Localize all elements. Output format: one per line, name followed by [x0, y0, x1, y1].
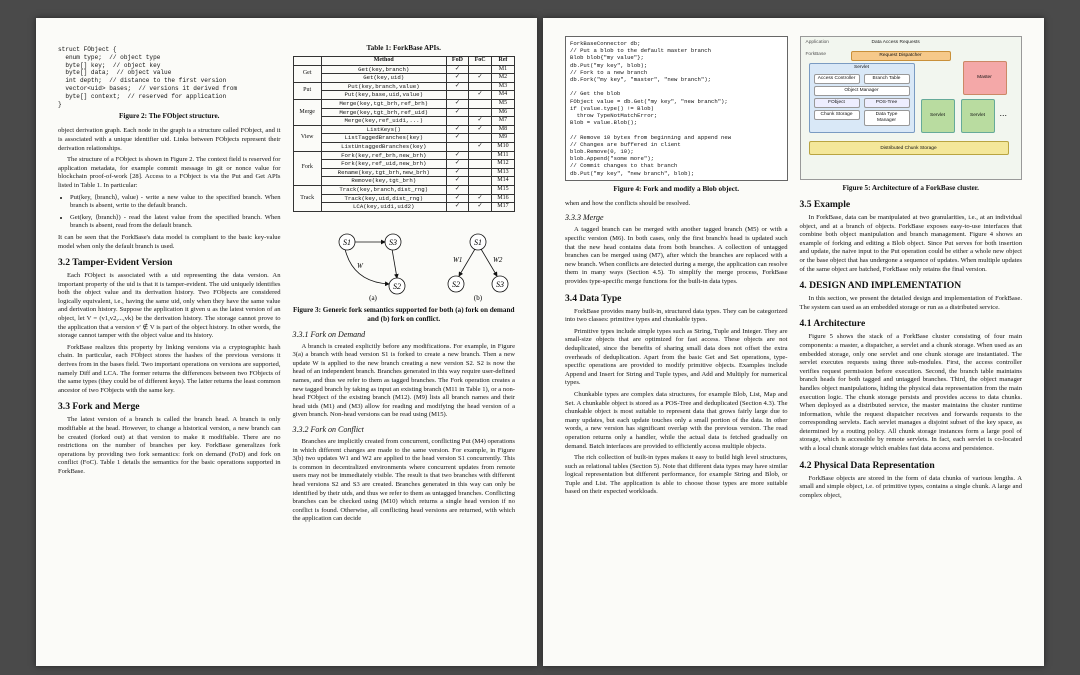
- bullet-get: • Get(key, ⟨branch⟩) - read the latest value from the specified branch. When branch is absent, read from the default branch.: [70, 214, 281, 231]
- method-cell: ListKeys(): [321, 125, 446, 134]
- servlet-box-3: Servlet: [961, 99, 995, 133]
- paragraph: In this section, we present the detailed design and implementation of ForkBase. The system can used as an embedded storage or run as a distributed service.: [799, 295, 1022, 311]
- section-heading: 3.4 Data Type: [565, 292, 622, 304]
- paragraph: when and how the conflicts should be resolved.: [565, 199, 691, 207]
- fobject-box: FObject: [814, 98, 860, 108]
- table-row: [293, 185, 515, 194]
- ref-cell: M13: [491, 168, 514, 177]
- ref-cell: M11: [491, 151, 514, 160]
- table-row: [293, 82, 515, 91]
- check-cell: ✓: [469, 142, 492, 151]
- figure5-caption: Figure 5: Architecture of a ForkBase cluster.: [842, 184, 979, 192]
- table-group-cell: Put: [293, 82, 321, 99]
- method-cell: Fork(key,ref_brh,new_brh): [321, 151, 446, 160]
- check-cell: ✓: [469, 194, 492, 203]
- section-heading: 3.5 Example: [799, 199, 851, 210]
- subfigure-label: (b): [473, 293, 482, 302]
- ellipsis: ...: [999, 108, 1008, 118]
- check-cell: ✓: [469, 125, 492, 134]
- method-cell: Merge(key,ref_uid1,...): [321, 117, 446, 126]
- paragraph: Figure 5 shows the stack of a ForkBase cluster consisting of four main components: a master, a dispatcher, a servlet and a chunk storage. When used as an embedded storage, only one servlet and one chunk storage are instantiated. The servlet executes requests using three sub-modules. First, the access controller verifies request permission before execution. Second, the branch table maintains branch heads for both tagged and untagged branches. Third, the object manager handles object manipulations, hiding the physical data representation from the main execution logic. The chunk storage persists and provides access to data chunks. When deployed as a distributed service, the master maintains the cluster runtime information, while the request dispatcher receives and forwards requests to the corresponding servlets. Each servlet manages a disjoint subset of the key space, as determined by a routing policy. All chunk storage instances form a large pool of storage, which is accessible by remote servlets. In fact, each servlet is co-located with a local chunk storage which enables fast data access and persistence.: [799, 333, 1022, 453]
- ref-cell: M10: [491, 142, 514, 151]
- subfigure-label: (a): [368, 293, 377, 302]
- left-page: [36, 18, 537, 666]
- method-cell: Get(key,uid): [321, 74, 446, 83]
- servlet-box: [809, 63, 915, 133]
- table1-caption: Table 1: ForkBase APIs.: [366, 44, 441, 52]
- method-cell: ListTaggedBranches(key): [321, 134, 446, 143]
- check-cell: [469, 168, 492, 177]
- section-heading: 3.2 Tamper-Evident Version: [58, 257, 173, 269]
- paragraph: In ForkBase, data can be manipulated at two granularities, i.e., at an individual object, and at a branch of objects. ForkBase exposes easy-to-use interfaces that combine both object manipulation and branch management. Figure 4 shows an example of forking and editing a Blob object. Since Put serves for both insertion and update, the naive input to the Put operation could be either a whole new object or the base object that has undergone a sequence of updates. When multiple updates of the same object are batched, ForkBase only retains the final version.: [799, 214, 1022, 273]
- left-column-1: [58, 36, 281, 656]
- ref-cell: M5: [491, 99, 514, 108]
- fig3a-graph: [339, 234, 405, 302]
- table-row: [293, 142, 515, 151]
- table-group-cell: Merge: [293, 99, 321, 125]
- figure3-diagram: [293, 222, 529, 302]
- section-heading: 4.1 Architecture: [799, 318, 866, 330]
- check-cell: ✓: [469, 117, 492, 126]
- check-cell: ✓: [446, 82, 469, 91]
- check-cell: ✓: [446, 99, 469, 108]
- ref-cell: M1: [491, 65, 514, 74]
- table-row: [293, 194, 515, 203]
- paragraph: It can be seen that the ForkBase's data model is compliant to the basic key-value model when only the default branch is used.: [58, 233, 281, 250]
- check-cell: ✓: [446, 151, 469, 160]
- node-label: S1: [342, 237, 351, 247]
- ref-cell: M2: [491, 74, 514, 83]
- table-group-cell: View: [293, 125, 321, 151]
- table-row: [293, 125, 515, 134]
- right-column-1: [565, 36, 788, 656]
- node-label: S2: [451, 279, 460, 289]
- access-controller-box: Access Controller: [814, 74, 860, 84]
- table-group-cell: Track: [293, 185, 321, 211]
- table-row: [293, 108, 515, 117]
- ref-cell: M3: [491, 82, 514, 91]
- edge-label: W1: [452, 255, 462, 264]
- table-row: [293, 151, 515, 160]
- table-row: [293, 168, 515, 177]
- branch-table-box: Branch Table: [864, 74, 910, 84]
- check-cell: [469, 99, 492, 108]
- ref-cell: M8: [491, 125, 514, 134]
- table-row: [293, 65, 515, 74]
- check-cell: ✓: [446, 160, 469, 169]
- figure3-caption: Figure 3: Generic fork semantics supported for both (a) fork on demand and (b) fork on conflict.: [292, 305, 515, 323]
- right-page: [543, 18, 1044, 666]
- object-manager-box: Object Manager: [814, 86, 910, 96]
- ref-cell: M7: [491, 117, 514, 126]
- data-access-label: Data Access Requests: [871, 40, 920, 45]
- check-cell: [446, 142, 469, 151]
- table-header: FoD: [446, 57, 469, 66]
- check-cell: ✓: [446, 203, 469, 212]
- api-table-body: [293, 65, 515, 211]
- method-cell: Rename(key,tgt_brh,new_brh): [321, 168, 446, 177]
- section-heading: 4.2 Physical Data Representation: [799, 459, 935, 471]
- section-heading: 3.3 Fork and Merge: [58, 401, 140, 413]
- table-header: Method: [321, 57, 446, 66]
- section-heading: 4. DESIGN AND IMPLEMENTATION: [799, 280, 962, 292]
- node-label: S3: [495, 279, 504, 289]
- servlet-box-2: Servlet: [921, 99, 955, 133]
- paragraph: The structure of a FObject is shown in Figure 2. The context field is reserved for application metadata, for example commit message in git or nonce value for blockchain proof-of-work [28]. Access to a FObject is via the Put and Get APIs listed in Table 1. In particular:: [58, 156, 281, 189]
- method-cell: Merge(key,tgt_brh,ref_brh): [321, 99, 446, 108]
- paragraph: ForkBase provides many built-in, structured data types. They can be categorized into two classes: primitive types and chunkable types.: [565, 307, 788, 324]
- right-column-2: [800, 36, 1023, 656]
- check-cell: ✓: [469, 91, 492, 100]
- method-cell: Merge(key,tgt_brh,ref_uid): [321, 108, 446, 117]
- check-cell: [469, 108, 492, 117]
- figure2-caption: Figure 2: The FObject structure.: [119, 112, 220, 121]
- method-cell: Put(key,branch,value): [321, 82, 446, 91]
- table-row: [293, 99, 515, 108]
- method-cell: Get(key,branch): [321, 65, 446, 74]
- subsection-heading: 3.3.2 Fork on Conflict: [292, 425, 364, 435]
- node-label: S3: [388, 237, 397, 247]
- postree-box: POS-Tree: [864, 98, 910, 108]
- method-cell: Put(key,base,uid,value): [321, 91, 446, 100]
- table-row: [293, 203, 515, 212]
- table-header: [293, 57, 321, 66]
- ref-cell: M16: [491, 194, 514, 203]
- paragraph: ForkBase realizes this property by linking versions via a cryptographic hash chain. In particular, each FObject stores the hashes of the previous versions it derives from in the bases field. Two important operations on versions are supported, namely Diff and LCA. The former returns the differences between two FObjects of the same types (they could be of different keys). The latter returns the least common ancestor of two FObjects with the same key.: [58, 343, 281, 394]
- check-cell: ✓: [446, 108, 469, 117]
- table-row: [293, 91, 515, 100]
- check-cell: ✓: [446, 177, 469, 186]
- ref-cell: M15: [491, 185, 514, 194]
- check-cell: [469, 177, 492, 186]
- master-box: Master: [963, 61, 1007, 95]
- ref-cell: M12: [491, 160, 514, 169]
- check-cell: [469, 65, 492, 74]
- check-cell: ✓: [469, 74, 492, 83]
- api-bullet-list: [58, 194, 281, 231]
- ref-cell: M6: [491, 108, 514, 117]
- edge-label: W: [356, 261, 363, 270]
- method-cell: LCA(key,uid1,uid2): [321, 203, 446, 212]
- check-cell: ✓: [469, 203, 492, 212]
- check-cell: [469, 151, 492, 160]
- method-cell: Track(key,uid,dist_rng): [321, 194, 446, 203]
- paragraph: A tagged branch can be merged with another tagged branch (M5) or with a specific version (M6). In both cases, only the first branch's head is updated such that the new head contains data from both branches. A collection of untagged branches can be merged using (M7), after which the branches are replaced with a new branch. When conflicts are detected during a merge, the application can resolve them in many ways (Section 4.5). To simplify the merge process, ForkBase provides type-specific merge functions for the built-in data types.: [565, 226, 788, 286]
- method-cell: Fork(key,ref_uid,new_brh): [321, 160, 446, 169]
- book-spread: [36, 18, 1044, 666]
- check-cell: [469, 134, 492, 143]
- method-cell: Track(key,branch,dist_rng): [321, 185, 446, 194]
- paragraph: ForkBase objects are stored in the form of data chunks of various lengths. A small and simple object, i.e. of primitive types, contains a single chunk. A large and complex object,: [799, 474, 1022, 499]
- servlet-label: Servlet: [854, 65, 869, 70]
- check-cell: ✓: [446, 168, 469, 177]
- figure4-caption: Figure 4: Fork and modify a Blob object.: [613, 184, 740, 193]
- paragraph: The rich collection of built-in types makes it easy to build high level structures, such as relational tables (Section 5). Note that different data types may have similar logical representation but different performance, for example String and Blob, or Tuple and List. The application is able to choose those types are more suitable based on their expected workloads.: [565, 454, 788, 496]
- table-row: [293, 117, 515, 126]
- left-column-2: [293, 36, 516, 656]
- application-label: Application: [805, 40, 829, 45]
- table-row: [293, 74, 515, 83]
- data-type-manager-box: Data Type Manager: [864, 110, 910, 126]
- paragraph: The latest version of a branch is called the branch head. A branch is only modifiable at the head. However, to change a historical version, a new branch can be created (forked out) at that version to make it modifiable. There are no restrictions on the number of branches per key. ForkBase generalizes fork operations by providing two fork semantics: fork on demand (FoD) and fork on conflict (FoC). Table 1 details the semantics for the basic operations supported in ForkBase.: [58, 416, 281, 475]
- forkbase-label: ForkBase: [805, 52, 827, 57]
- ref-cell: M9: [491, 134, 514, 143]
- check-cell: ✓: [446, 74, 469, 83]
- check-cell: ✓: [446, 185, 469, 194]
- ref-cell: M4: [491, 91, 514, 100]
- subsection-heading: 3.3.1 Fork on Demand: [292, 329, 366, 339]
- ref-cell: M17: [491, 203, 514, 212]
- bullet-put: • Put(key, ⟨branch⟩, value) - write a new value to the specified branch. When branch is absent, write to the default branch.: [70, 194, 281, 211]
- paragraph: A branch is created explicitly before any modifications. For example, in Figure 3(a) a branch with head version S1 is forked to create a new branch. Then a new update W is applied to the new branch creating a new version S2. S2 is now the head of an independent branch. Branches generated in this way require user-defined names, and thus we refer to them as tagged branches. The Fork operation creates a new tagged branch by taking as input an existing branch (M11 in Table 1), or a non-head FObject of the existing branch (M12). (M9) lists all branch names and their head uids (M1) and (M3) allow for reading and modifying the head version of a given branch. Non-head versions can be read using (M15).: [292, 342, 515, 419]
- figure5-architecture-diagram: [800, 36, 1023, 180]
- check-cell: [469, 82, 492, 91]
- method-cell: Remove(key,tgt_brh): [321, 177, 446, 186]
- check-cell: [446, 117, 469, 126]
- check-cell: ✓: [446, 125, 469, 134]
- table-row: [293, 134, 515, 143]
- check-cell: ✓: [446, 194, 469, 203]
- table-row: [293, 160, 515, 169]
- method-cell: ListUntaggedBranches(key): [321, 142, 446, 151]
- paragraph: Each FObject is associated with a uid representing the data version. An important property of the uid is that it is tamper-evident. The uid uniquely identifies both the object value and its derivation history. Two FObjects are considered logically equivalent, i.e., having the same uid, only when they have the same value and derivation history. Suppose the application it given u as the latest version of an object, let V = (v1,v2,...,vk) be the derivation history. The storage cannot prove to the application that a version v' ∉ V is part of the object history. In other words, the storage cannot tamper with the object value and its history.: [58, 272, 281, 340]
- fig3b-graph: [448, 234, 508, 302]
- edge-label: W2: [492, 255, 502, 264]
- node-label: S2: [392, 281, 401, 291]
- paragraph: Chunkable types are complex data structures, for example Blob, List, Map and Set. A chunkable object is stored as a POS-Tree and deduplicated (Section 4.3). The chunkable object is most suitable to represent data that grows fairly large due to many updates, but each update touches only a small portion of the data. In other words, a new version has significant overlap with the previous version. The read operation returns only a handler, while the actual data is fetched gradually on demand. Batch interfaces are provided to efficiently access multiple objects.: [565, 390, 788, 450]
- paragraph: Branches are implicitly created from concurrent, conflicting Put (M4) operations in which different changes are made to the same version. For example, in Figure 3(b) two updates W1 and W2 are applied to the head version S1 concurrently. This is common in decentralized environments where concurrent updates from remote users may not be immediately visible. The result is that two branches with different head versions S2 and S3 are created. Branches generated in this way can only be identified by their uids, and thus we refer to them as untagged branches. Conflicting branches can be checked using (M10) which returns a single head version if no conflict is found. Otherwise, all conflicting head versions are returned, with which the application can decide: [292, 438, 515, 523]
- ref-cell: M14: [491, 177, 514, 186]
- table-header: Ref: [491, 57, 514, 66]
- table-header: FoC: [469, 57, 492, 66]
- api-table: [293, 56, 516, 212]
- table-row: [293, 177, 515, 186]
- check-cell: [469, 160, 492, 169]
- chunk-storage-box: Chunk Storage: [814, 110, 860, 120]
- figure4-code: ForkBaseConnector db; // Put a blob to the default master branch Blob blob{"my value"}; db.Put("my key", blob); // Fork to a new branch db.Fork("my key", "master", "new branch"); // Get the blob FObject value = db.Get("my key", "new branch"); if (value.type() != Blob) throw TypeNotMatchError; Blob = value.Blob(); // Remove 10 bytes from beginning and append new // Changes are buffered in client blob.Remove(0, 10); blob.Append("some more"); // Commit changes to that branch db.Put("my key", "new branch", blob);: [565, 36, 788, 181]
- paragraph: Primitive types include simple types such as String, Tuple and Integer. They are small-size objects that are optimized for fast access. These objects are not deduplicated, since the benefits of sharing small data does not offset the extra overheads of deduplication. Apart from the basic Get and Set operations, type-specific operations are provided to modify primitive objects. Examples include Append and Insert for String and Tuple types, and Add and Multiply for numerical types.: [565, 327, 788, 387]
- fobject-struct-code: struct FObject { enum type; // object type byte[] key; // object key byte[] data; // object value int depth; // distance to the first version vector<uid> bases; // versions it derived from byte[] context; // reserved for application }: [58, 46, 238, 108]
- distributed-chunk-storage-box: Distributed Chunk Storage: [809, 141, 1009, 155]
- node-label: S1: [473, 237, 482, 247]
- table-header-row: [293, 57, 515, 66]
- subsection-heading: 3.3.3 Merge: [565, 213, 604, 223]
- paragraph: object derivation graph. Each node in the graph is a structure called FObject, and it is associated with a unique identifier uid. Links between FObjects represent their derivation relationships.: [58, 127, 281, 152]
- request-dispatcher-box: Request Dispatcher: [851, 51, 951, 61]
- table-group-cell: Get: [293, 65, 321, 82]
- check-cell: [446, 91, 469, 100]
- table-group-cell: Fork: [293, 151, 321, 185]
- check-cell: [469, 185, 492, 194]
- check-cell: ✓: [446, 65, 469, 74]
- check-cell: ✓: [446, 134, 469, 143]
